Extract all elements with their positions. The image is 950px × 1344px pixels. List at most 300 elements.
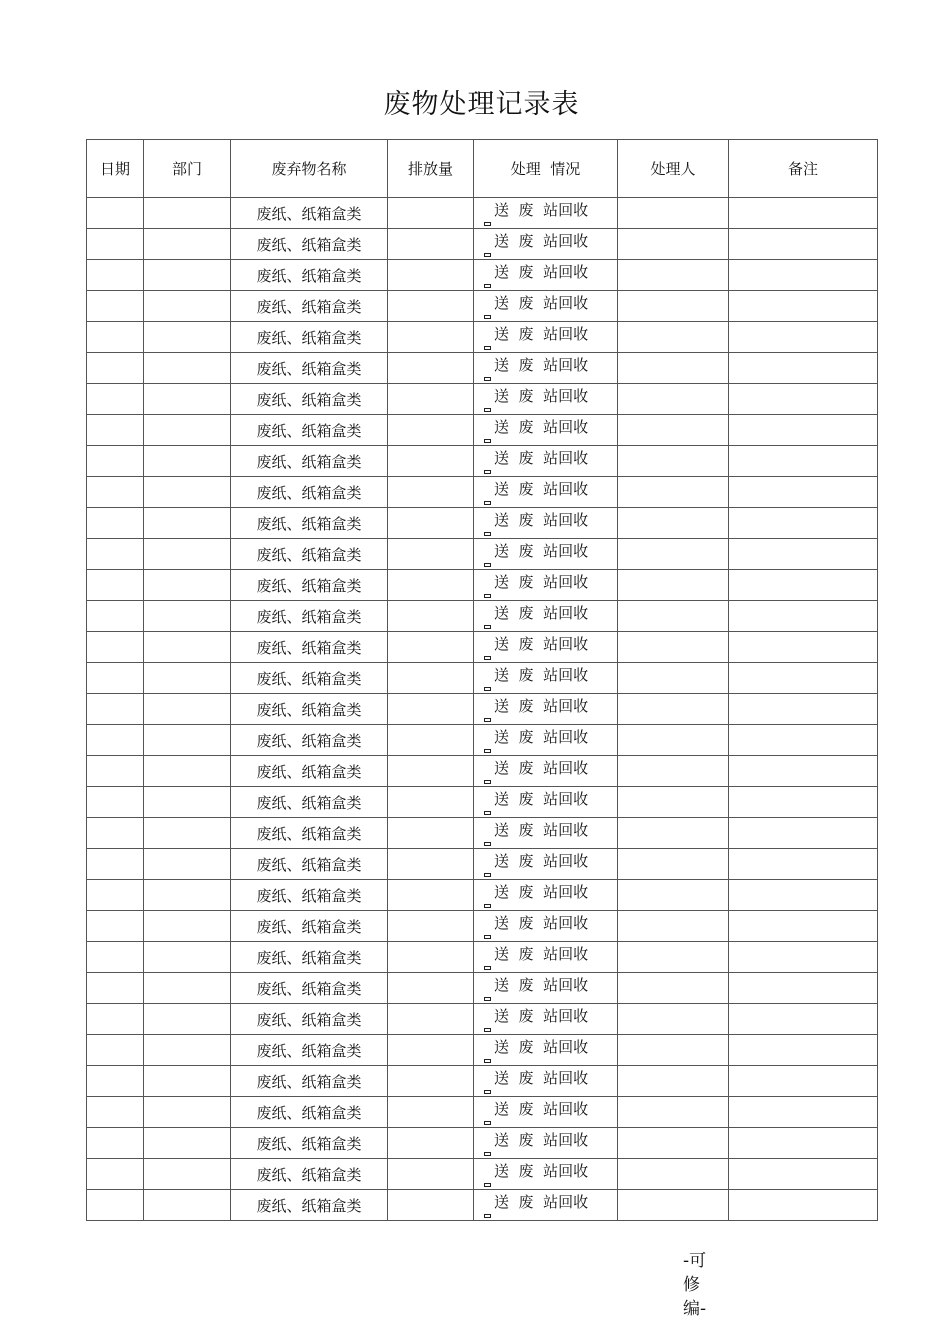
waste-name-cell: 废纸、纸箱盒类 [231,1159,388,1190]
table-row [87,229,878,260]
department-cell[interactable] [144,508,231,539]
handler-cell[interactable] [618,1004,729,1035]
department-cell[interactable] [144,322,231,353]
department-cell[interactable] [144,880,231,911]
department-cell[interactable] [144,849,231,880]
department-cell[interactable] [144,787,231,818]
date-cell[interactable] [87,1097,144,1128]
checkbox-icon[interactable] [484,842,491,846]
amount-cell[interactable] [388,1004,474,1035]
waste-name-cell: 废纸、纸箱盒类 [231,725,388,756]
handling-cell [474,787,618,818]
date-cell[interactable] [87,1004,144,1035]
handling-text: 送 废 站回收 [494,480,589,498]
date-cell[interactable] [87,632,144,663]
handling-text: 送 废 站回收 [494,449,589,467]
remarks-cell[interactable] [729,570,878,601]
waste-name-cell: 废纸、纸箱盒类 [231,601,388,632]
handling-text: 送 废 站回收 [494,883,589,901]
department-cell[interactable] [144,384,231,415]
handler-cell[interactable] [618,508,729,539]
handling-cell [474,229,618,260]
handler-cell[interactable] [618,446,729,477]
handling-cell [474,539,618,570]
department-cell[interactable] [144,942,231,973]
handler-cell[interactable] [618,415,729,446]
handling-cell [474,1128,618,1159]
checkbox-icon[interactable] [484,811,491,815]
checkbox-icon[interactable] [484,780,491,784]
checkbox-icon[interactable] [484,935,491,939]
checkbox-icon[interactable] [484,1152,491,1156]
handling-text: 送 废 站回收 [494,728,589,746]
department-cell[interactable] [144,291,231,322]
remarks-cell[interactable] [729,1159,878,1190]
handler-cell[interactable] [618,1097,729,1128]
amount-cell[interactable] [388,942,474,973]
date-cell[interactable] [87,477,144,508]
date-cell[interactable] [87,508,144,539]
handler-cell[interactable] [618,198,729,229]
amount-cell[interactable] [388,1066,474,1097]
amount-cell[interactable] [388,477,474,508]
department-cell[interactable] [144,1190,231,1221]
department-cell[interactable] [144,260,231,291]
handling-cell [474,1159,618,1190]
amount-cell[interactable] [388,973,474,1004]
amount-cell[interactable] [388,1097,474,1128]
checkbox-icon[interactable] [484,687,491,691]
checkbox-icon[interactable] [484,1090,491,1094]
remarks-cell[interactable] [729,1066,878,1097]
header-amount: 排放量 [388,140,474,198]
checkbox-icon[interactable] [484,284,491,288]
date-cell[interactable] [87,229,144,260]
handler-cell[interactable] [618,1035,729,1066]
handling-text: 送 废 站回收 [494,325,589,343]
table-row [87,973,878,1004]
date-cell[interactable] [87,663,144,694]
department-cell[interactable] [144,1066,231,1097]
remarks-cell[interactable] [729,849,878,880]
handling-text: 送 废 站回收 [494,511,589,529]
checkbox-icon[interactable] [484,718,491,722]
handling-cell [474,663,618,694]
table-row [87,1066,878,1097]
handler-cell[interactable] [618,601,729,632]
table-row [87,415,878,446]
waste-name-cell: 废纸、纸箱盒类 [231,1128,388,1159]
handling-cell [474,291,618,322]
checkbox-icon[interactable] [484,594,491,598]
waste-name-cell: 废纸、纸箱盒类 [231,911,388,942]
remarks-cell[interactable] [729,632,878,663]
table-row [87,384,878,415]
handler-cell[interactable] [618,1190,729,1221]
handling-cell [474,322,618,353]
date-cell[interactable] [87,787,144,818]
date-cell[interactable] [87,911,144,942]
amount-cell[interactable] [388,415,474,446]
handling-text: 送 废 站回收 [494,1162,589,1180]
remarks-cell[interactable] [729,911,878,942]
handling-cell [474,601,618,632]
department-cell[interactable] [144,756,231,787]
waste-name-cell: 废纸、纸箱盒类 [231,260,388,291]
handling-text: 送 废 站回收 [494,976,589,994]
checkbox-icon[interactable] [484,966,491,970]
handling-text: 送 废 站回收 [494,294,589,312]
header-row [87,140,878,198]
amount-cell[interactable] [388,911,474,942]
department-cell[interactable] [144,1128,231,1159]
table-row [87,291,878,322]
remarks-cell[interactable] [729,787,878,818]
date-cell[interactable] [87,1128,144,1159]
department-cell[interactable] [144,1097,231,1128]
handling-text: 送 废 站回收 [494,418,589,436]
handling-text: 送 废 站回收 [494,945,589,963]
handling-text: 送 废 站回收 [494,1007,589,1025]
department-cell[interactable] [144,198,231,229]
waste-name-cell: 废纸、纸箱盒类 [231,756,388,787]
amount-cell[interactable] [388,1190,474,1221]
remarks-cell[interactable] [729,384,878,415]
date-cell[interactable] [87,291,144,322]
checkbox-icon[interactable] [484,749,491,753]
waste-name-cell: 废纸、纸箱盒类 [231,229,388,260]
handling-cell [474,756,618,787]
date-cell[interactable] [87,601,144,632]
department-cell[interactable] [144,539,231,570]
checkbox-icon[interactable] [484,408,491,412]
date-cell[interactable] [87,1159,144,1190]
department-cell[interactable] [144,415,231,446]
department-cell[interactable] [144,694,231,725]
amount-cell[interactable] [388,725,474,756]
amount-cell[interactable] [388,601,474,632]
handler-cell[interactable] [618,1128,729,1159]
handling-cell [474,849,618,880]
amount-cell[interactable] [388,539,474,570]
date-cell[interactable] [87,942,144,973]
handling-cell [474,353,618,384]
handling-text: 送 废 站回收 [494,232,589,250]
amount-cell[interactable] [388,508,474,539]
amount-cell[interactable] [388,570,474,601]
handler-cell[interactable] [618,570,729,601]
remarks-cell[interactable] [729,663,878,694]
date-cell[interactable] [87,322,144,353]
remarks-cell[interactable] [729,756,878,787]
handling-text: 送 废 站回收 [494,852,589,870]
table-row [87,663,878,694]
handler-cell[interactable] [618,787,729,818]
handling-text: 送 废 站回收 [494,387,589,405]
checkbox-icon[interactable] [484,873,491,877]
checkbox-icon[interactable] [484,222,491,226]
handling-text: 送 废 站回收 [494,914,589,932]
department-cell[interactable] [144,663,231,694]
handling-text: 送 废 站回收 [494,542,589,560]
handler-cell[interactable] [618,756,729,787]
date-cell[interactable] [87,756,144,787]
handling-cell [474,477,618,508]
table-row [87,477,878,508]
handling-cell [474,1066,618,1097]
handling-cell [474,1035,618,1066]
table-row [87,322,878,353]
amount-cell[interactable] [388,446,474,477]
handling-cell [474,694,618,725]
waste-name-cell: 废纸、纸箱盒类 [231,570,388,601]
department-cell[interactable] [144,632,231,663]
waste-name-cell: 废纸、纸箱盒类 [231,415,388,446]
table-row [87,198,878,229]
remarks-cell[interactable] [729,415,878,446]
handling-cell [474,1097,618,1128]
amount-cell[interactable] [388,632,474,663]
amount-cell[interactable] [388,198,474,229]
remarks-cell[interactable] [729,477,878,508]
remarks-cell[interactable] [729,880,878,911]
header-date: 日期 [87,140,144,198]
handler-cell[interactable] [618,849,729,880]
amount-cell[interactable] [388,322,474,353]
page-title: 废物处理记录表 [383,89,580,120]
remarks-cell[interactable] [729,229,878,260]
handling-text: 送 废 站回收 [494,263,589,281]
handling-text: 送 废 站回收 [494,1100,589,1118]
remarks-cell[interactable] [729,508,878,539]
amount-cell[interactable] [388,849,474,880]
handler-cell[interactable] [618,229,729,260]
waste-name-cell: 废纸、纸箱盒类 [231,446,388,477]
waste-name-cell: 废纸、纸箱盒类 [231,787,388,818]
checkbox-icon[interactable] [484,1059,491,1063]
waste-name-cell: 废纸、纸箱盒类 [231,322,388,353]
department-cell[interactable] [144,601,231,632]
amount-cell[interactable] [388,1035,474,1066]
remarks-cell[interactable] [729,1004,878,1035]
date-cell[interactable] [87,1190,144,1221]
department-cell[interactable] [144,725,231,756]
remarks-cell[interactable] [729,818,878,849]
amount-cell[interactable] [388,787,474,818]
handler-cell[interactable] [618,632,729,663]
header-handler: 处理人 [618,140,729,198]
handling-cell [474,415,618,446]
amount-cell[interactable] [388,260,474,291]
handler-cell[interactable] [618,880,729,911]
handling-cell [474,818,618,849]
handling-text: 送 废 站回收 [494,356,589,374]
date-cell[interactable] [87,570,144,601]
remarks-cell[interactable] [729,198,878,229]
handler-cell[interactable] [618,260,729,291]
date-cell[interactable] [87,415,144,446]
remarks-cell[interactable] [729,725,878,756]
checkbox-icon[interactable] [484,563,491,567]
waste-name-cell: 废纸、纸箱盒类 [231,384,388,415]
amount-cell[interactable] [388,1159,474,1190]
date-cell[interactable] [87,539,144,570]
table-row [87,601,878,632]
handler-cell[interactable] [618,291,729,322]
date-cell[interactable] [87,694,144,725]
handler-cell[interactable] [618,1159,729,1190]
handling-cell [474,911,618,942]
handler-cell[interactable] [618,694,729,725]
header-department: 部门 [144,140,231,198]
department-cell[interactable] [144,818,231,849]
handling-text: 送 废 站回收 [494,1038,589,1056]
remarks-cell[interactable] [729,446,878,477]
remarks-cell[interactable] [729,601,878,632]
handler-cell[interactable] [618,911,729,942]
table-row [87,787,878,818]
handler-cell[interactable] [618,942,729,973]
checkbox-icon[interactable] [484,1028,491,1032]
handling-text: 送 废 站回收 [494,1193,589,1211]
remarks-cell[interactable] [729,1128,878,1159]
amount-cell[interactable] [388,384,474,415]
department-cell[interactable] [144,353,231,384]
remarks-cell[interactable] [729,694,878,725]
table-row [87,1035,878,1066]
handler-cell[interactable] [618,725,729,756]
remarks-cell[interactable] [729,1035,878,1066]
table-row [87,1159,878,1190]
date-cell[interactable] [87,725,144,756]
handler-cell[interactable] [618,353,729,384]
date-cell[interactable] [87,384,144,415]
amount-cell[interactable] [388,353,474,384]
date-cell[interactable] [87,260,144,291]
handler-cell[interactable] [618,973,729,1004]
handling-text: 送 废 站回收 [494,635,589,653]
department-cell[interactable] [144,446,231,477]
waste-name-cell: 废纸、纸箱盒类 [231,353,388,384]
department-cell[interactable] [144,973,231,1004]
remarks-cell[interactable] [729,353,878,384]
handler-cell[interactable] [618,818,729,849]
table-row [87,880,878,911]
department-cell[interactable] [144,1035,231,1066]
amount-cell[interactable] [388,1128,474,1159]
handling-text: 送 废 站回收 [494,759,589,777]
department-cell[interactable] [144,477,231,508]
amount-cell[interactable] [388,880,474,911]
date-cell[interactable] [87,1066,144,1097]
date-cell[interactable] [87,1035,144,1066]
remarks-cell[interactable] [729,291,878,322]
date-cell[interactable] [87,973,144,1004]
date-cell[interactable] [87,818,144,849]
table-row [87,725,878,756]
checkbox-icon[interactable] [484,904,491,908]
table-row [87,1128,878,1159]
checkbox-icon[interactable] [484,625,491,629]
table-row [87,1097,878,1128]
amount-cell[interactable] [388,818,474,849]
header-remarks: 备注 [729,140,878,198]
handler-cell[interactable] [618,477,729,508]
table-row [87,446,878,477]
waste-name-cell: 废纸、纸箱盒类 [231,198,388,229]
department-cell[interactable] [144,570,231,601]
date-cell[interactable] [87,446,144,477]
remarks-cell[interactable] [729,1097,878,1128]
checkbox-icon[interactable] [484,1214,491,1218]
checkbox-icon[interactable] [484,532,491,536]
amount-cell[interactable] [388,229,474,260]
handler-cell[interactable] [618,322,729,353]
checkbox-icon[interactable] [484,439,491,443]
remarks-cell[interactable] [729,1190,878,1221]
date-cell[interactable] [87,353,144,384]
handling-cell [474,880,618,911]
date-cell[interactable] [87,849,144,880]
date-cell[interactable] [87,198,144,229]
checkbox-icon[interactable] [484,346,491,350]
checkbox-icon[interactable] [484,377,491,381]
handling-cell [474,260,618,291]
amount-cell[interactable] [388,756,474,787]
checkbox-icon[interactable] [484,1183,491,1187]
checkbox-icon[interactable] [484,656,491,660]
date-cell[interactable] [87,880,144,911]
checkbox-icon[interactable] [484,997,491,1001]
remarks-cell[interactable] [729,322,878,353]
table-row [87,818,878,849]
remarks-cell[interactable] [729,539,878,570]
handler-cell[interactable] [618,1066,729,1097]
department-cell[interactable] [144,229,231,260]
checkbox-icon[interactable] [484,501,491,505]
amount-cell[interactable] [388,694,474,725]
handler-cell[interactable] [618,539,729,570]
department-cell[interactable] [144,911,231,942]
handling-text: 送 废 站回收 [494,1069,589,1087]
handler-cell[interactable] [618,384,729,415]
remarks-cell[interactable] [729,942,878,973]
handling-text: 送 废 站回收 [494,573,589,591]
handling-text: 送 废 站回收 [494,790,589,808]
department-cell[interactable] [144,1004,231,1035]
checkbox-icon[interactable] [484,470,491,474]
checkbox-icon[interactable] [484,253,491,257]
waste-name-cell: 废纸、纸箱盒类 [231,291,388,322]
amount-cell[interactable] [388,291,474,322]
checkbox-icon[interactable] [484,1121,491,1125]
handling-text: 送 废 站回收 [494,821,589,839]
table-row [87,1004,878,1035]
remarks-cell[interactable] [729,973,878,1004]
waste-name-cell: 废纸、纸箱盒类 [231,1004,388,1035]
table-row [87,1190,878,1221]
checkbox-icon[interactable] [484,315,491,319]
waste-name-cell: 废纸、纸箱盒类 [231,1097,388,1128]
handling-cell [474,1190,618,1221]
table-row [87,911,878,942]
table-row [87,756,878,787]
handler-cell[interactable] [618,663,729,694]
waste-record-table [86,139,878,1221]
amount-cell[interactable] [388,663,474,694]
remarks-cell[interactable] [729,260,878,291]
department-cell[interactable] [144,1159,231,1190]
